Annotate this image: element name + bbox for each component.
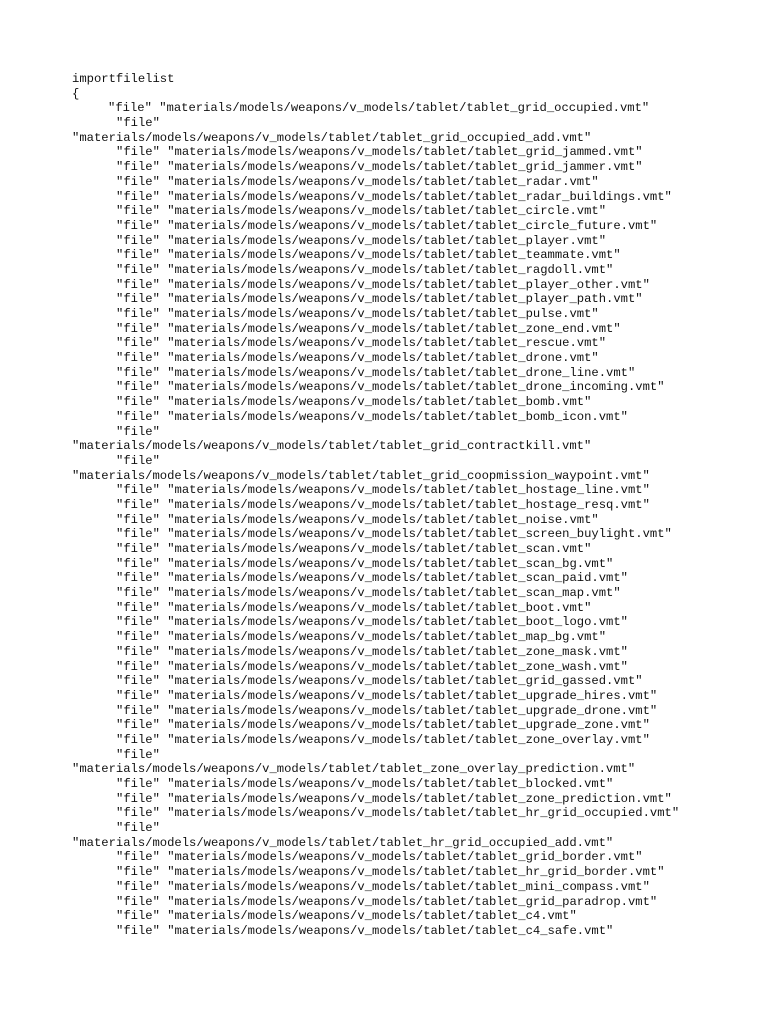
file-entry (72, 278, 712, 293)
file-entry (72, 645, 712, 660)
file-entry-path: "materials/models/weapons/v_models/tablet/tablet_pulse.vmt" (167, 307, 599, 321)
file-entry-key: "file" (116, 116, 160, 131)
file-entry (72, 322, 712, 337)
file-entry-key: "file" (116, 542, 160, 556)
file-entry-path: "materials/models/weapons/v_models/tablet/tablet_grid_coopmission_waypoint.vmt" (72, 468, 650, 483)
file-entry (72, 850, 712, 865)
file-entry-path: "materials/models/weapons/v_models/tablet/tablet_noise.vmt" (167, 512, 599, 527)
file-entry-key: "file" (116, 615, 160, 630)
file-entry-key: "file" (116, 262, 160, 277)
file-entry-key: "file" (116, 865, 160, 880)
file-entry-path: "materials/models/weapons/v_models/tablet/tablet_hr_grid_border.vmt" (167, 865, 665, 880)
file-entry (72, 292, 712, 307)
file-entry-path: "materials/models/weapons/v_models/tablet/tablet_c4_safe.vmt" (167, 923, 614, 938)
file-entry-key: "file" (116, 644, 160, 659)
file-entry-key: "file" (116, 189, 160, 204)
file-entry (72, 615, 712, 630)
file-entry (72, 571, 712, 586)
file-entry-path: "materials/models/weapons/v_models/tablet/tablet_grid_contractkill.vmt" (72, 439, 592, 454)
file-entry-path: "materials/models/weapons/v_models/tablet/tablet_screen_buylight.vmt" (167, 527, 672, 542)
file-entry (72, 248, 712, 263)
file-entry-key: "file" (116, 850, 160, 865)
file-entry-path: "materials/models/weapons/v_models/tablet/tablet_zone_wash.vmt" (167, 659, 628, 674)
file-entry-key: "file" (116, 512, 160, 527)
file-entry-key: "file" (116, 483, 160, 498)
file-entry-path: "materials/models/weapons/v_models/tablet/tablet_zone_mask.vmt" (167, 644, 628, 659)
file-entry-path: "materials/models/weapons/v_models/tablet/tablet_grid_gassed.vmt" (167, 674, 643, 689)
file-entry (72, 366, 712, 381)
file-entry (72, 704, 712, 719)
file-entry (72, 234, 712, 249)
file-entry (72, 924, 712, 939)
file-entry (72, 498, 712, 513)
file-entry (72, 263, 712, 278)
file-entry (72, 895, 712, 910)
file-entry-path: "materials/models/weapons/v_models/tablet/tablet_zone_end.vmt" (167, 321, 621, 336)
file-entry-path: "materials/models/weapons/v_models/tablet/tablet_zone_overlay_prediction.vmt" (72, 762, 636, 777)
file-entry-list (72, 101, 712, 938)
file-entry-key: "file" (116, 777, 160, 791)
file-entry-key: "file" (116, 395, 160, 410)
file-entry (72, 909, 712, 924)
file-entry-key: "file" (116, 248, 160, 263)
file-entry-path: "materials/models/weapons/v_models/tablet/tablet_player_path.vmt" (167, 292, 643, 307)
file-entry-key: "file" (116, 909, 160, 924)
file-entry-key: "file" (116, 145, 160, 160)
file-entry (72, 689, 712, 704)
file-entry-path: "materials/models/weapons/v_models/tablet/tablet_circle.vmt" (167, 204, 607, 219)
file-entry-key: "file" (116, 879, 160, 894)
file-entry-path: "materials/models/weapons/v_models/tablet/tablet_boot_logo.vmt" (167, 615, 628, 630)
file-entry-path: "materials/models/weapons/v_models/tablet/tablet_hostage_line.vmt" (167, 483, 650, 498)
file-entry-key: "file" (116, 204, 160, 219)
file-entry-key: "file" (116, 527, 160, 542)
file-entry-path: "materials/models/weapons/v_models/tablet/tablet_grid_jammed.vmt" (167, 145, 643, 160)
file-entry-path: "materials/models/weapons/v_models/tablet/tablet_drone_incoming.vmt" (167, 380, 665, 395)
file-entry-key: "file" (116, 571, 160, 586)
file-entry-key: "file" (116, 160, 160, 175)
file-entry (72, 204, 712, 219)
file-entry (72, 527, 712, 542)
file-entry-key: "file" (116, 307, 160, 321)
file-entry-path: "materials/models/weapons/v_models/tablet/tablet_hr_grid_occupied.vmt" (167, 806, 680, 821)
file-entry-path: "materials/models/weapons/v_models/tablet/tablet_zone_overlay.vmt" (167, 732, 650, 747)
file-entry-path: "materials/models/weapons/v_models/tablet/tablet_map_bg.vmt" (167, 630, 607, 645)
file-entry (72, 718, 712, 733)
file-entry (72, 865, 712, 880)
file-entry-key: "file" (116, 688, 160, 703)
file-entry-path: "materials/models/weapons/v_models/tablet/tablet_grid_occupied_add.vmt" (72, 130, 592, 145)
file-entry (72, 601, 712, 616)
file-entry-path: "materials/models/weapons/v_models/tablet/tablet_scan_paid.vmt" (167, 571, 628, 586)
file-entry-key: "file" (116, 321, 160, 336)
file-entry-key: "file" (116, 365, 160, 380)
file-entry (72, 777, 712, 792)
file-entry-path: "materials/models/weapons/v_models/tablet/tablet_scan_map.vmt" (167, 586, 621, 601)
file-entry-path: "materials/models/weapons/v_models/tablet/tablet_teammate.vmt" (167, 248, 621, 263)
file-entry (72, 160, 712, 175)
file-entry-key: "file" (116, 409, 160, 424)
file-entry (72, 410, 712, 425)
file-entry-key: "file" (116, 292, 160, 307)
file-entry-path: "materials/models/weapons/v_models/tablet/tablet_player.vmt" (167, 233, 607, 248)
file-entry-path: "materials/models/weapons/v_models/tablet/tablet_zone_prediction.vmt" (167, 791, 672, 806)
file-entry-path: "materials/models/weapons/v_models/tablet/tablet_scan.vmt" (167, 542, 592, 556)
file-entry-path: "materials/models/weapons/v_models/tablet/tablet_drone.vmt" (167, 351, 599, 366)
file-entry (72, 792, 712, 807)
file-entry-path: "materials/models/weapons/v_models/tablet/tablet_rescue.vmt" (167, 336, 607, 351)
file-entry-key: "file" (116, 747, 160, 762)
file-entry-path: "materials/models/weapons/v_models/tablet/tablet_c4.vmt" (167, 909, 577, 924)
file-entry-path: "materials/models/weapons/v_models/tablet/tablet_grid_border.vmt" (167, 850, 643, 865)
file-entry (72, 630, 712, 645)
file-entry-path: "materials/models/weapons/v_models/tablet/tablet_scan_bg.vmt" (167, 556, 614, 571)
file-entry-path: "materials/models/weapons/v_models/tablet/tablet_drone_line.vmt" (167, 365, 636, 380)
file-entry-key: "file" (116, 174, 160, 189)
file-entry-path: "materials/models/weapons/v_models/tablet/tablet_radar_buildings.vmt" (167, 189, 672, 204)
file-entry-key: "file" (116, 630, 160, 645)
file-entry-key: "file" (116, 718, 160, 733)
file-entry (72, 145, 712, 160)
file-entry (72, 880, 712, 895)
file-entry-key: "file" (116, 674, 160, 689)
file-entry-path: "materials/models/weapons/v_models/tablet/tablet_grid_jammer.vmt" (167, 160, 643, 175)
file-entry-key: "file" (116, 556, 160, 571)
file-entry-path: "materials/models/weapons/v_models/tablet/tablet_grid_paradrop.vmt" (167, 894, 658, 909)
file-entry (72, 175, 712, 190)
file-entry-key: "file" (116, 894, 160, 909)
file-entry-key: "file" (116, 277, 160, 292)
file-entry (72, 307, 712, 322)
file-entry-key: "file" (116, 424, 160, 439)
file-entry-key: "file" (116, 732, 160, 747)
file-entry-path: "materials/models/weapons/v_models/tablet/tablet_blocked.vmt" (167, 777, 614, 791)
file-entry (72, 219, 712, 234)
file-entry-key: "file" (116, 821, 160, 836)
file-entry-key: "file" (108, 101, 152, 116)
file-entry-path: "materials/models/weapons/v_models/tablet/tablet_upgrade_zone.vmt" (167, 718, 650, 733)
file-entry (72, 557, 712, 572)
file-entry-key: "file" (116, 806, 160, 821)
file-entry (72, 660, 712, 675)
file-entry-path: "materials/models/weapons/v_models/tablet/tablet_radar.vmt" (167, 174, 599, 189)
file-entry-key: "file" (116, 218, 160, 233)
file-entry-path: "materials/models/weapons/v_models/tablet/tablet_upgrade_hires.vmt" (167, 688, 658, 703)
file-entry (72, 513, 712, 528)
file-entry-key: "file" (116, 703, 160, 718)
file-entry-path: "materials/models/weapons/v_models/tablet/tablet_bomb.vmt" (167, 395, 592, 410)
open-brace: { (72, 86, 80, 101)
file-entry (72, 380, 712, 395)
file-entry-path: "materials/models/weapons/v_models/tablet/tablet_bomb_icon.vmt" (167, 409, 628, 424)
file-entry (72, 674, 712, 689)
file-entry-path: "materials/models/weapons/v_models/tablet/tablet_upgrade_drone.vmt" (167, 703, 658, 718)
file-entry-key: "file" (116, 659, 160, 674)
file-entry (72, 542, 712, 557)
file-entry (72, 395, 712, 410)
file-entry-path: "materials/models/weapons/v_models/tablet/tablet_grid_occupied.vmt" (159, 101, 650, 116)
file-entry (72, 336, 712, 351)
document-page (72, 72, 712, 939)
file-entry-key: "file" (116, 586, 160, 601)
file-entry-key: "file" (116, 233, 160, 248)
file-entry-key: "file" (116, 600, 160, 615)
file-entry (72, 190, 712, 205)
file-entry (72, 483, 712, 498)
file-entry (72, 806, 712, 821)
file-entry-path: "materials/models/weapons/v_models/tablet/tablet_player_other.vmt" (167, 277, 650, 292)
file-entry-key: "file" (116, 351, 160, 366)
file-entry-path: "materials/models/weapons/v_models/tablet/tablet_boot.vmt" (167, 600, 592, 615)
file-entry-path: "materials/models/weapons/v_models/tablet/tablet_hostage_resq.vmt" (167, 497, 650, 512)
list-header: importfilelist (72, 72, 175, 86)
file-entry-path: "materials/models/weapons/v_models/tablet/tablet_mini_compass.vmt" (167, 879, 650, 894)
file-entry-key: "file" (116, 336, 160, 351)
file-entry (72, 351, 712, 366)
file-entry (72, 586, 712, 601)
file-entry-path: "materials/models/weapons/v_models/tablet/tablet_circle_future.vmt" (167, 218, 658, 233)
file-entry-key: "file" (116, 380, 160, 395)
file-entry-path: "materials/models/weapons/v_models/tablet/tablet_ragdoll.vmt" (167, 262, 614, 277)
file-entry (72, 101, 712, 116)
file-entry-path: "materials/models/weapons/v_models/tablet/tablet_hr_grid_occupied_add.vmt" (72, 835, 614, 850)
file-entry (72, 733, 712, 748)
file-entry-key: "file" (116, 453, 160, 468)
file-entry-key: "file" (116, 791, 160, 806)
file-entry-key: "file" (116, 923, 160, 938)
file-entry-key: "file" (116, 497, 160, 512)
